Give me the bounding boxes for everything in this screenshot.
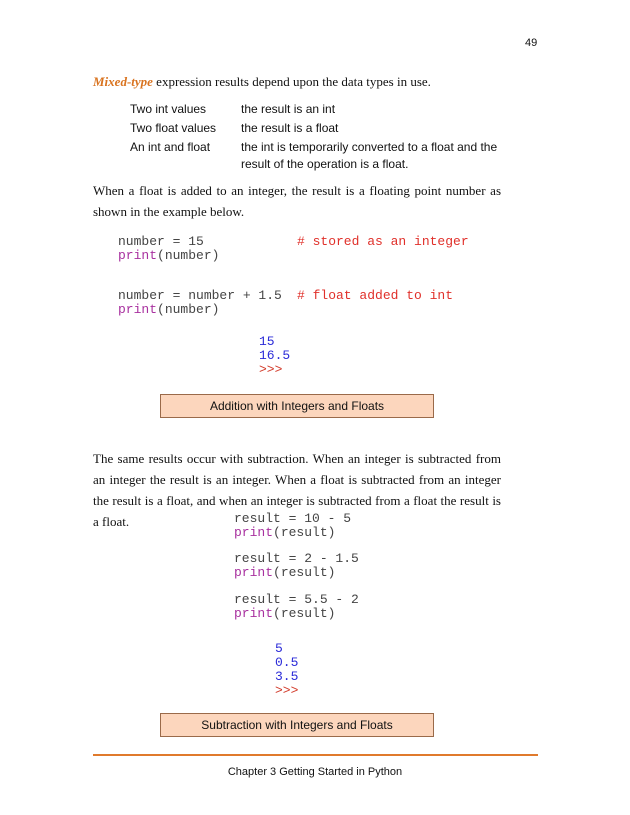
footer-chapter-title: Chapter 3 Getting Started in Python [227, 766, 403, 778]
shell-prompt: >>> [259, 362, 283, 377]
type-label-2: Two float values [130, 121, 217, 135]
type-desc-2: the result is a float [241, 121, 339, 135]
intro-text: expression results depend upon the data types in use. [152, 74, 431, 89]
code-line: result = 10 - 5 [234, 511, 352, 526]
print-keyword: print [234, 565, 274, 580]
code-args: (number) [157, 302, 220, 317]
paragraph-subtraction: The same results occur with subtraction. When an integer is subtracted from an integer the result is an integer. When a float is subtracted from an integer the result is a float, and when an integer is subtracted from a float the result is a float. [93, 451, 501, 529]
type-label-3: An int and float [130, 140, 211, 154]
print-keyword: print [118, 302, 158, 317]
code-line: result = 5.5 - 2 [234, 592, 359, 607]
print-keyword: print [234, 525, 274, 540]
code-line [118, 249, 219, 263]
output-line: 15 [259, 334, 275, 349]
code-line [118, 303, 219, 317]
caption-addition: Addition with Integers and Floats [160, 394, 434, 418]
footer-rule [93, 754, 538, 756]
output-line: 5 [275, 641, 283, 656]
code-line [234, 607, 335, 621]
output-line: 3.5 [275, 669, 299, 684]
output-line: 0.5 [275, 655, 299, 670]
code-args: (result) [273, 525, 336, 540]
code-comment: # stored as an integer [297, 234, 469, 249]
print-keyword: print [234, 606, 274, 621]
shell-prompt: >>> [275, 683, 299, 698]
paragraph-addition: When a float is added to an integer, the result is a floating point number as shown in the example below. [93, 183, 501, 219]
code-line [234, 566, 335, 580]
output-line: 16.5 [259, 348, 291, 363]
code-comment: # float added to int [297, 288, 454, 303]
code-line: number = number + 1.5 [118, 288, 282, 303]
type-label-1: Two int values [130, 102, 207, 116]
code-args: (number) [157, 248, 220, 263]
code-line [234, 526, 335, 540]
mixed-type-term: Mixed-type [93, 74, 153, 89]
code-args: (result) [273, 606, 336, 621]
code-args: (result) [273, 565, 336, 580]
type-desc-1: the result is an int [241, 102, 336, 116]
code-line: number = 15 [118, 234, 204, 249]
type-desc-3-cont: result of the operation is a float. [241, 157, 409, 171]
intro-line [93, 74, 431, 90]
caption-subtraction: Subtraction with Integers and Floats [160, 713, 434, 737]
code-line: result = 2 - 1.5 [234, 551, 359, 566]
type-desc-3: the int is temporarily converted to a float and the [241, 140, 498, 154]
page-number: 49 [525, 37, 538, 49]
print-keyword: print [118, 248, 158, 263]
